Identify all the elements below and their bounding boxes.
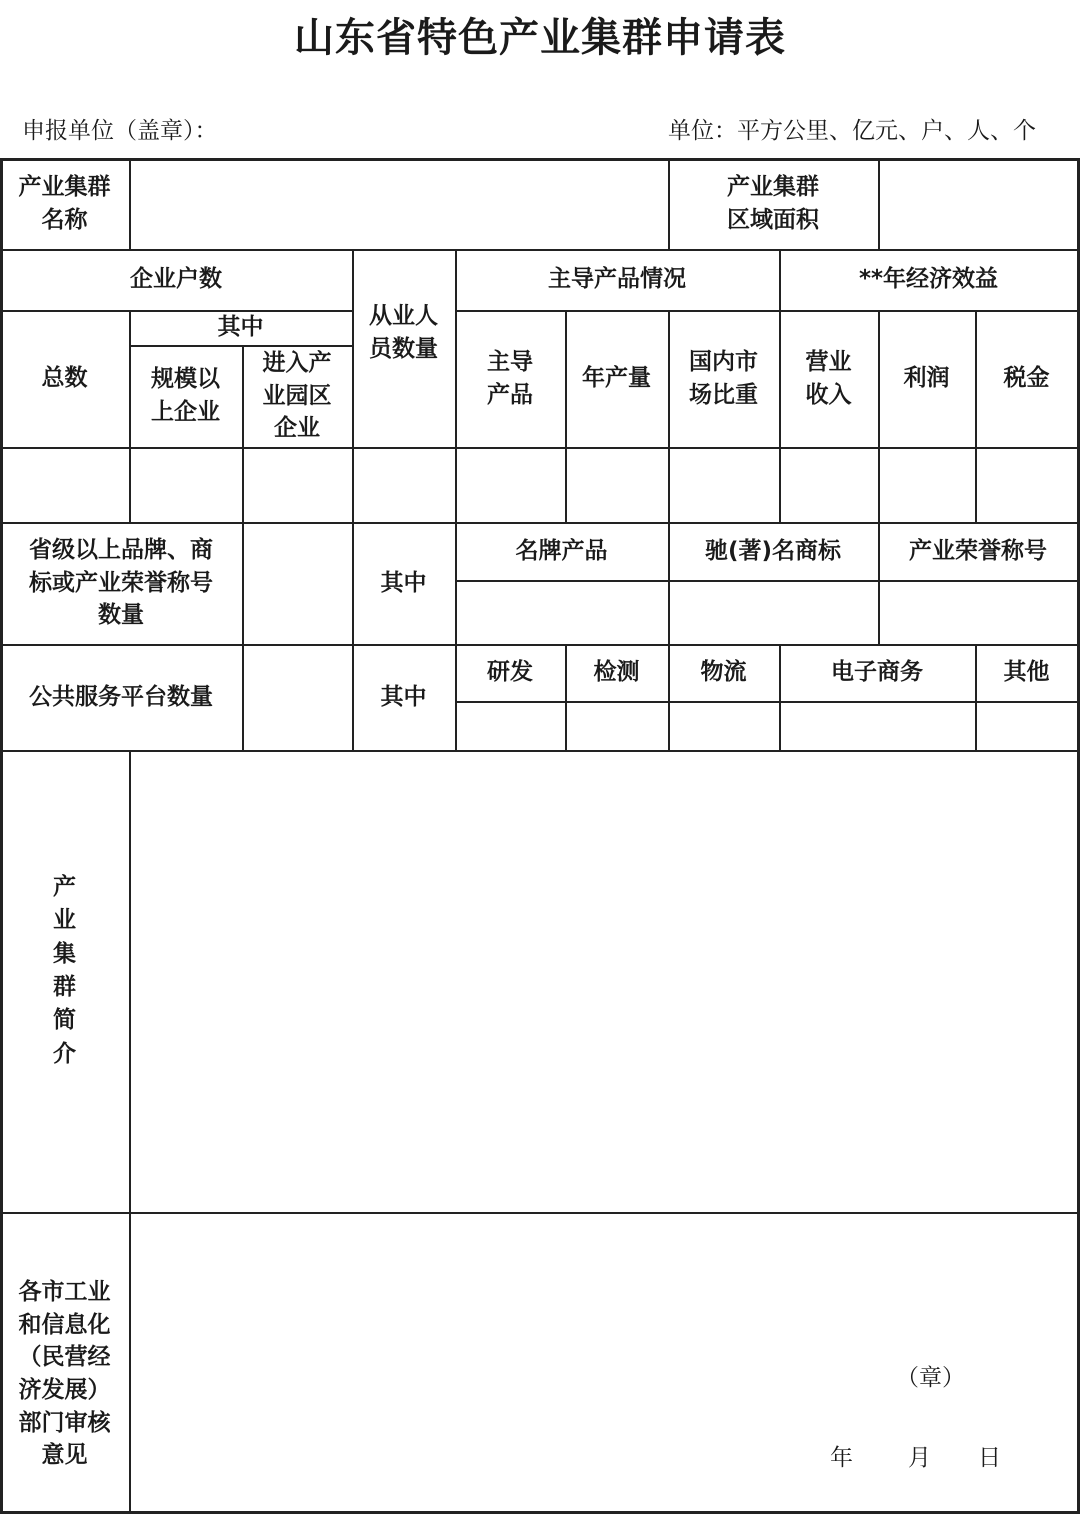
total-header: 总数 [41,365,88,392]
other-header: 其他 [1003,659,1050,686]
famous-product-header: 名牌产品 [515,537,608,564]
applicant-label: 申报单位（盖章）： [22,118,218,144]
tax-header: 税金 [1003,365,1050,392]
rd-header: 研发 [487,659,533,686]
row-line [455,701,1080,703]
platform-among-label: 其中 [380,683,427,710]
products-header: 主导产品情况 [548,266,686,293]
date-year: 年 [830,1445,853,1471]
date-day: 日 [978,1445,1001,1471]
domestic-share-header: 国内市 场比重 [689,348,758,408]
date-month: 月 [908,1445,931,1471]
profit-header: 利润 [903,365,950,392]
enterprise-count-header: 企业户数 [130,266,222,293]
page-title: 山东省特色产业集群申请表 [294,15,786,61]
in-park-header: 进入产 业园区 企业 [262,350,332,442]
platform-label: 公共服务平台数量 [29,683,213,710]
intro-label: 产 业 集 群 简 介 [53,873,76,1067]
annual-output-header: 年产量 [582,365,651,392]
seal-label: （章） [896,1365,965,1391]
above-scale-header: 规模以 上企业 [151,366,220,425]
employees-header: 从业人 员数量 [369,303,438,362]
row-line [455,580,1080,582]
intro-field[interactable] [129,750,1078,1212]
cluster-name-field[interactable] [129,158,668,250]
review-label: 各市工业 和信息化 （民营经 济发展） 部门审核 意见 [18,1279,111,1469]
brand-among-label: 其中 [380,569,427,596]
cluster-area-label: 产业集群 区域面积 [727,174,819,233]
honor-title-header: 产业荣誉称号 [909,537,1047,564]
famous-trademark-header: 驰(著)名商标 [704,537,842,564]
benefit-header: **年经济效益 [858,266,999,293]
cluster-name-label: 产业集群 名称 [18,174,111,233]
testing-header: 检测 [593,659,640,686]
data-row-field[interactable] [0,447,1078,522]
brand-label: 省级以上品牌、商 标或产业荣誉称号 数量 [29,537,213,629]
among-header: 其中 [217,314,264,341]
revenue-header: 营业 收入 [805,348,852,408]
brand-count-field[interactable] [242,522,352,644]
unit-note: 单位：平方公里、亿元、户、人、个 [668,118,1036,144]
cluster-area-field[interactable] [878,158,1078,250]
main-product-header: 主导 产品 [487,348,533,408]
ecommerce-header: 电子商务 [831,659,923,686]
platform-count-field[interactable] [242,644,352,750]
logistics-header: 物流 [700,659,747,686]
